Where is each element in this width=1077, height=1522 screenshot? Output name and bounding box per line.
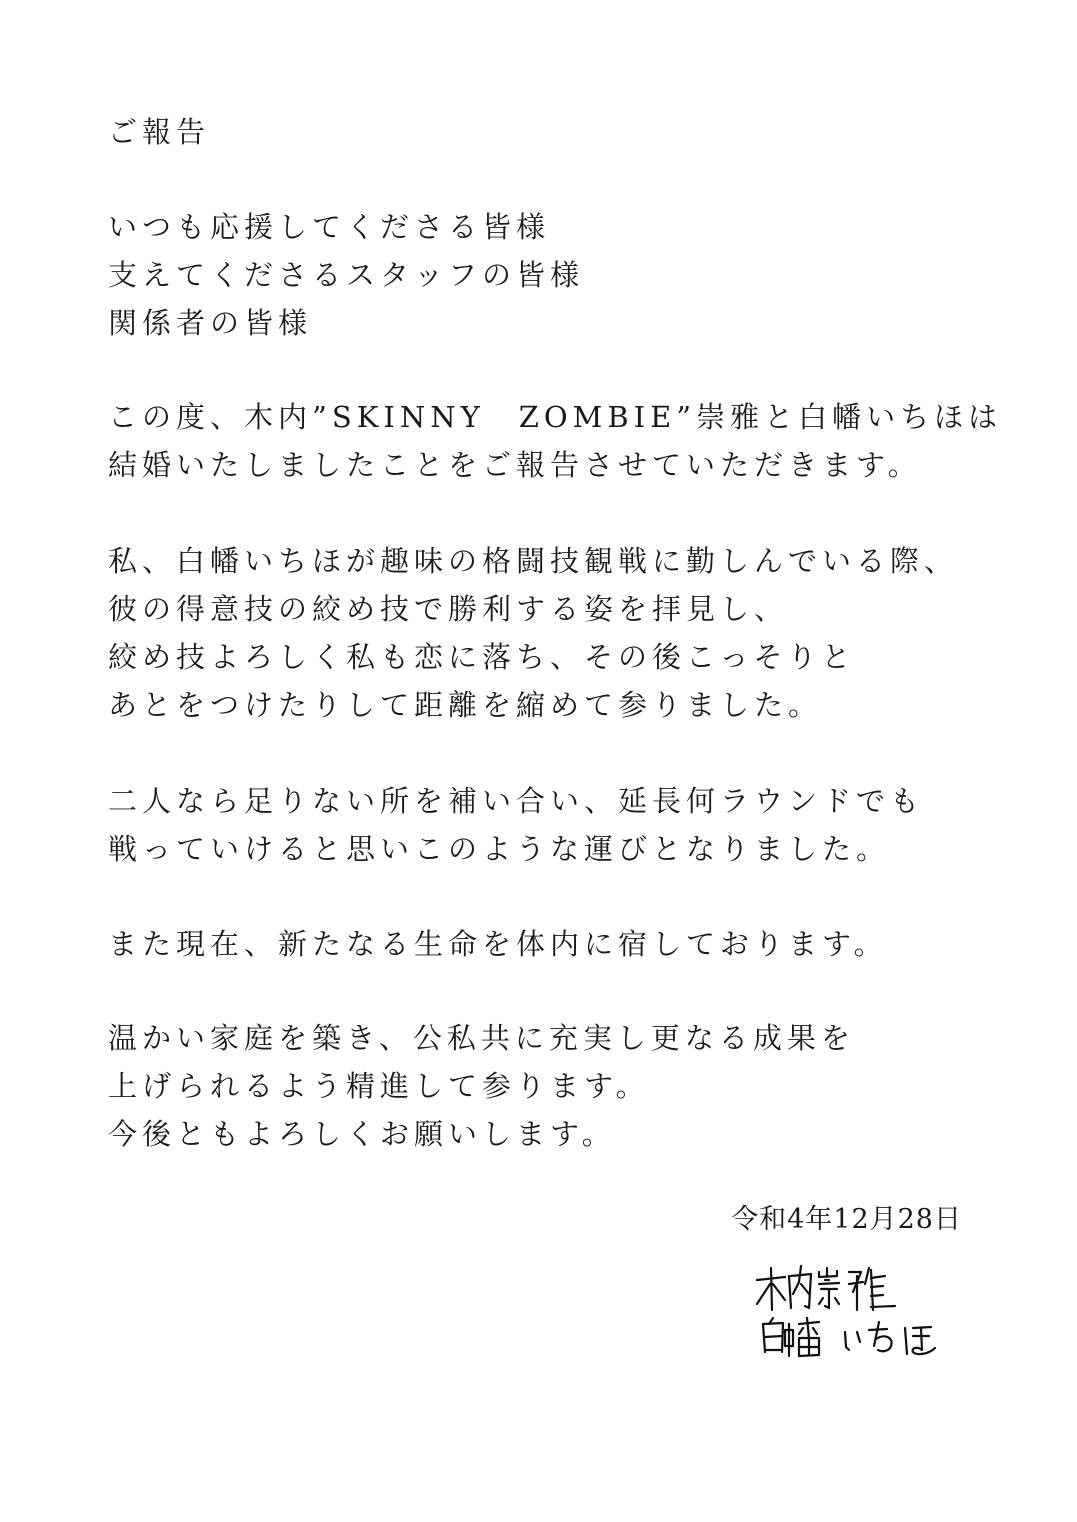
- together-line: 二人なら足りない所を補い合い、延長何ラウンドでも: [108, 784, 925, 818]
- signature-shirahata-ichiho: [763, 1318, 935, 1356]
- story-line: 彼の得意技の絞め技で勝利する姿を拝見し、: [108, 592, 789, 626]
- story-line: あとをつけたりして距離を縮めて参りました。: [108, 688, 823, 722]
- story-line: 私、白幡いちほが趣味の格闘技観戦に勤しんでいる際、: [108, 544, 959, 578]
- closing-line: 温かい家庭を築き、公私共に充実し更なる成果を: [108, 1021, 855, 1055]
- addressee-line: 支えてくださるスタッフの皆様: [108, 258, 585, 292]
- handwritten-signature: [745, 1262, 945, 1362]
- letter-date: 令和4年12月28日: [731, 1204, 962, 1235]
- signature-kiuchi-takamasa: [757, 1266, 895, 1310]
- letter-title: ご報告: [108, 115, 211, 149]
- closing-line: 上げられるよう精進して参ります。: [108, 1069, 650, 1103]
- together-line: 戦っていけると思いこのような運びとなりました。: [108, 832, 891, 866]
- announcement-line: この度、木内”SKINNY ZOMBIE”崇雅と白幡いちほは: [108, 400, 1003, 434]
- pregnancy-line: また現在、新たなる生命を体内に宿しております。: [108, 927, 888, 961]
- addressee-line: 関係者の皆様: [108, 306, 313, 340]
- addressee-line: いつも応援してくださる皆様: [108, 210, 551, 244]
- story-line: 絞め技よろしく私も恋に落ち、その後こっそりと: [108, 640, 856, 674]
- announcement-line: 結婚いたしましたことをご報告させていただきます。: [108, 448, 922, 482]
- closing-line: 今後ともよろしくお願いします。: [108, 1117, 616, 1151]
